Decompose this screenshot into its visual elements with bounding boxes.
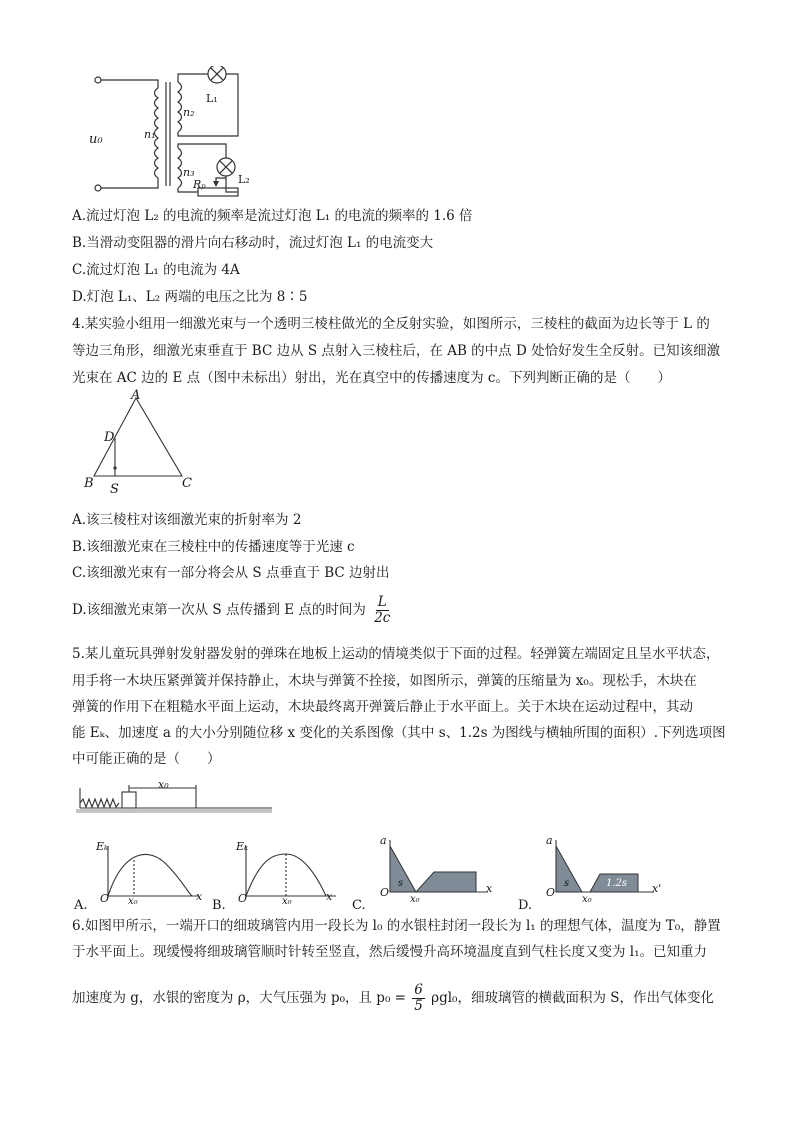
graph-b-origin: O: [238, 892, 248, 905]
label-n2: n₂: [183, 106, 195, 119]
graph-d-ylabel: a: [546, 834, 553, 847]
q4-option-d-fraction: [372, 595, 392, 626]
label-L1: L₁: [206, 92, 218, 105]
fraction-denominator: 5: [414, 998, 423, 1014]
graph-b-xlabel: x: [326, 890, 333, 903]
graph-d-letter: D.: [518, 898, 533, 913]
q4-stem-line3: 光束在 AC 边的 E 点（图中未标出）射出，光在真空中的传播速度为 c。下列判断正确的是（ ）: [72, 370, 671, 386]
graph-a-ylabel: Eₖ: [96, 840, 109, 853]
graph-c-x0: x₀: [410, 894, 420, 905]
q6-stem-line3: [72, 978, 714, 1018]
q4-stem-line2: 等边三角形，细激光束垂直于 BC 边从 S 点射入三棱柱后，在 AB 的中点 D 处恰好发生全反射。已知该细激: [72, 343, 721, 359]
graph-a-letter: A.: [74, 898, 88, 913]
q3-option-a: A.流过灯泡 L₂ 的电流的频率是流过灯泡 L₁ 的电流的频率的 1.6 倍: [72, 208, 473, 224]
spring-block-figure: [76, 778, 276, 818]
graph-a-xlabel: x: [196, 890, 203, 903]
q4-option-c: C.该细激光束有一部分将会从 S 点垂直于 BC 边射出: [72, 565, 390, 581]
q4-option-a: A.该三棱柱对该细激光束的折射率为 2: [72, 512, 302, 528]
fraction-denominator: 2c: [374, 610, 391, 626]
graph-d-area1: s: [564, 878, 570, 889]
q5-stem-line4: 能 Eₖ、加速度 a 的大小分别随位移 x 变化的关系图像（其中 s、1.2s 为图线与横轴所围的面积）.下列选项图: [72, 725, 726, 741]
fraction-numerator: L: [377, 594, 387, 610]
graph-c-area: s: [398, 878, 404, 889]
graph-a: [94, 840, 204, 904]
graph-c: [376, 836, 496, 904]
q6-stem-line3-a: 加速度为 g，水银的密度为 ρ，大气压强为 p₀，且 p₀ =: [72, 990, 406, 1006]
prism-label-a: A: [131, 388, 141, 403]
q6-fraction: [412, 983, 425, 1014]
graph-b-x0: x₀: [282, 896, 292, 907]
graph-c-letter: C.: [352, 898, 366, 913]
q5-stem-line1: 5.某儿童玩具弹射发射器发射的弹珠在地板上运动的情境类似于下面的过程。轻弹簧左端固定且呈水平状态，: [72, 646, 720, 662]
graph-c-ylabel: a: [380, 834, 387, 847]
prism-label-s: S: [110, 482, 119, 497]
graph-d-area2: 1.2s: [606, 878, 628, 889]
label-n1: n₁: [144, 128, 156, 141]
q4-option-d: [72, 590, 394, 630]
fraction-numerator: 6: [414, 982, 423, 998]
graph-c-xlabel: x: [486, 882, 493, 895]
graph-d-x0: x₀: [582, 894, 592, 905]
q6-stem-line1: 6.如图甲所示，一端开口的细玻璃管内用一段长为 l₀ 的水银柱封闭一段长为 l₁ 的理想气体，温度为 T₀，静置: [72, 918, 721, 934]
label-Rp: Rₚ: [193, 178, 206, 191]
graph-a-origin: O: [100, 892, 110, 905]
setup-label-x0: x₀: [158, 778, 169, 791]
q3-option-d: D.灯泡 L₁、L₂ 两端的电压之比为 8∶5: [72, 289, 308, 305]
q5-stem-line5: 中可能正确的是（ ）: [72, 751, 221, 767]
prism-label-d: D: [104, 430, 115, 445]
label-L2: L₂: [238, 173, 250, 186]
graph-d-origin: O: [546, 886, 556, 899]
graph-b-ylabel: Eₖ: [236, 840, 249, 853]
graph-b-letter: B.: [212, 898, 226, 913]
graph-c-origin: O: [380, 886, 390, 899]
label-u0: u₀: [89, 132, 103, 147]
prism-label-b: B: [84, 476, 94, 491]
q4-stem-line1: 4.某实验小组用一细激光束与一个透明三棱柱做光的全反射实验，如图所示，三棱柱的截面为边长等于 L 的: [72, 316, 710, 332]
q3-option-c: C.流过灯泡 L₁ 的电流为 4A: [72, 262, 240, 278]
q4-option-b: B.该细激光束在三棱柱中的传播速度等于光速 c: [72, 539, 355, 555]
graph-d-xlabel: x': [652, 882, 662, 895]
q3-option-b: B.当滑动变阻器的滑片向右移动时，流过灯泡 L₁ 的电流变大: [72, 235, 434, 251]
q6-stem-line2: 于水平面上。现缓慢将细玻璃管顺时针转至竖直，然后缓慢升高环境温度直到气柱长度又变为 l₁。已知重力: [72, 944, 708, 960]
q5-stem-line3: 弹簧的作用下在粗糙水平面上运动，木块最终离开弹簧后静止于水平面上。关于木块在运动过程中，其动: [72, 699, 693, 715]
q4-option-d-text: D.该细激光束第一次从 S 点传播到 E 点的时间为: [72, 602, 366, 618]
prism-label-c: C: [182, 476, 192, 491]
q6-stem-line3-b: ρgl₀，细玻璃管的横截面积为 S，作出气体变化: [431, 990, 714, 1006]
label-n3: n₃: [183, 166, 195, 179]
graph-d: [542, 836, 662, 904]
q5-stem-line2: 用手将一木块压紧弹簧并保持静止，木块与弹簧不拴接，如图所示，弹簧的压缩量为 x₀。现松手，木块在: [72, 673, 697, 689]
graph-a-x0: x₀: [128, 896, 138, 907]
